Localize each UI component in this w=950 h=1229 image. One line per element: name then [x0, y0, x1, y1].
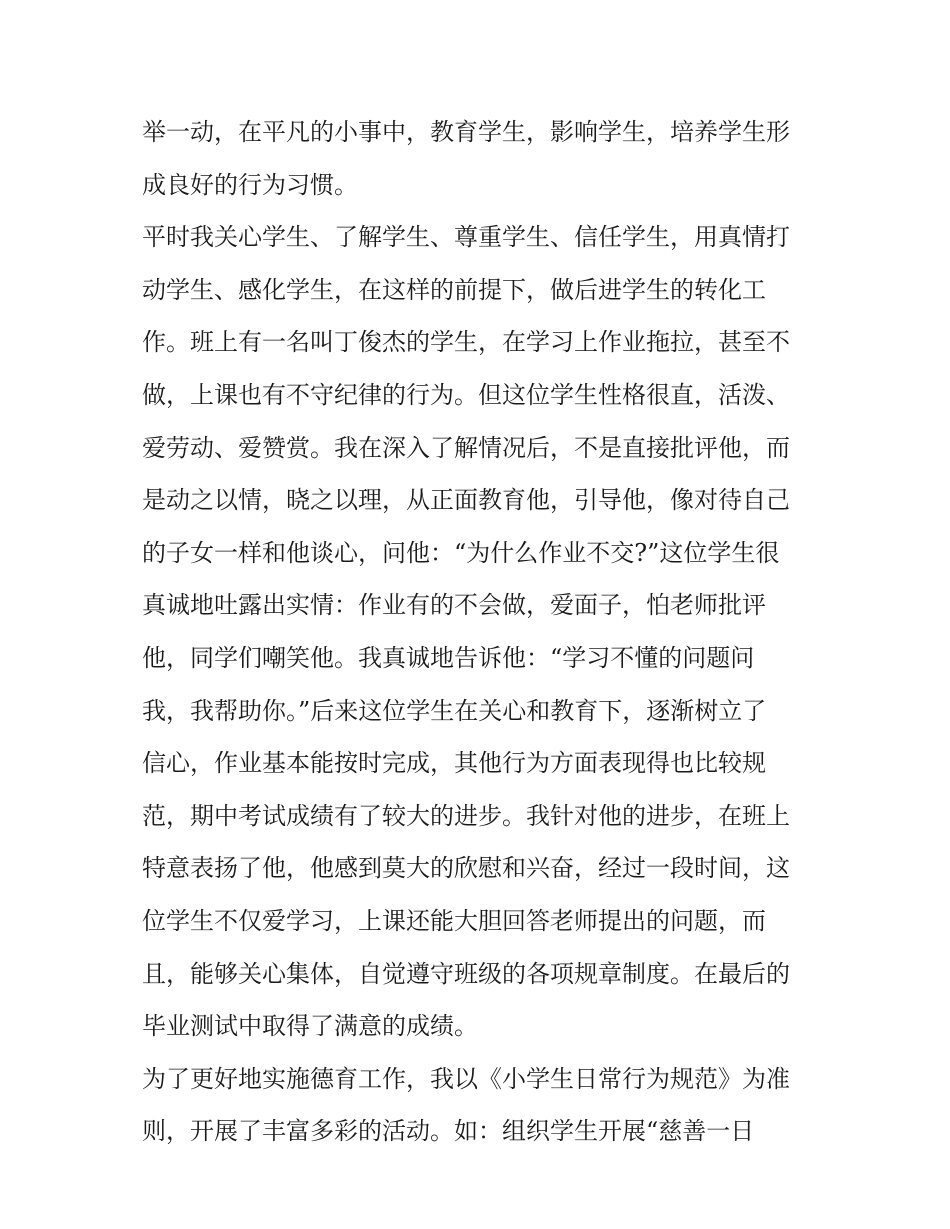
- text-line: 特意表扬了他，他感到莫大的欣慰和兴奋，经过一段时间，这: [142, 854, 790, 883]
- text-line: 真诚地吐露出实情：作业有的不会做，爱面子，怕老师批评: [142, 591, 766, 620]
- text-line: 动学生、感化学生，在这样的前提下，做后进学生的转化工: [142, 275, 766, 304]
- body-text: [142, 106, 842, 1158]
- text-line: 是动之以情，晓之以理，从正面教育他，引导他，像对待自己: [142, 486, 790, 515]
- text-line: 成良好的行为习惯。: [142, 170, 358, 199]
- text-line: 位学生不仅爱学习，上课还能大胆回答老师提出的问题，而: [142, 906, 766, 935]
- text-line: 做，上课也有不守纪律的行为。但这位学生性格很直，活泼、: [142, 380, 790, 409]
- text-line: 他，同学们嘲笑他。我真诚地告诉他：“学习不懂的问题问: [142, 643, 755, 672]
- text-line: 信心，作业基本能按时完成，其他行为方面表现得也比较规: [142, 749, 766, 778]
- text-line: 举一动，在平凡的小事中，教育学生，影响学生，培养学生形: [142, 118, 790, 146]
- text-line: 平时我关心学生、了解学生、尊重学生、信任学生，用真情打: [142, 223, 790, 252]
- text-line: 为了更好地实施德育工作，我以《小学生日常行为规范》为准: [142, 1064, 790, 1093]
- text-line: 毕业测试中取得了满意的成绩。: [142, 1012, 478, 1041]
- text-line: 且，能够关心集体，自觉遵守班级的各项规章制度。在最后的: [142, 959, 790, 988]
- text-line: 爱劳动、爱赞赏。我在深入了解情况后，不是直接批评他，而: [142, 433, 790, 462]
- text-line: 的子女一样和他谈心，问他：“为什么作业不交?”这位学生很: [142, 538, 780, 567]
- text-line: 则，开展了丰富多彩的活动。如：组织学生开展“慈善一日: [142, 1117, 755, 1146]
- text-line: 我，我帮助你。”后来这位学生在关心和教育下，逐渐树立了: [142, 696, 767, 725]
- text-line: 范，期中考试成绩有了较大的进步。我针对他的进步，在班上: [142, 801, 790, 830]
- text-line: 作。班上有一名叫丁俊杰的学生，在学习上作业拖拉，甚至不: [142, 328, 790, 357]
